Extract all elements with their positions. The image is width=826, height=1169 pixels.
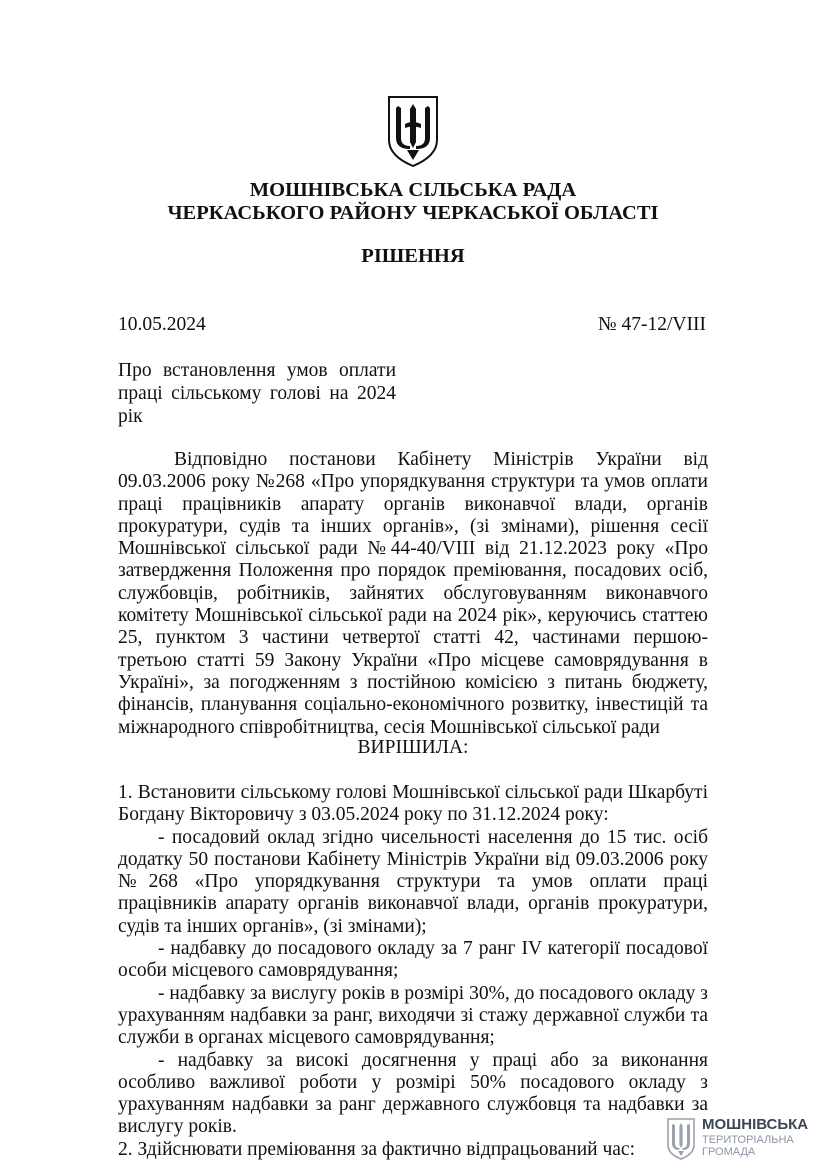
tryzub-coat-of-arms-icon <box>385 94 441 168</box>
watermark-sub-line: ГРОМАДА <box>702 1146 756 1158</box>
council-region: ЧЕРКАСЬКОГО РАЙОНУ ЧЕРКАСЬКОЇ ОБЛАСТІ <box>167 202 659 224</box>
preamble-paragraph: Відповідно постанови Кабінету Міністрів України від 09.03.2006 року №268 «Про упорядкування структури та умов оплати праці працівників апарату органів виконавчої влади, органів прокуратури, судів та інших органів», (зі змінами), рішення сесії Мошнівської сільської ради №44-40/VIII від 21.12.2023 року «Про затвердження Положення про порядок преміювання, посадових осіб, службовців, робітників, зайнятих обслуговуванням виконавчого комітету Мошнівської сільської ради на 2024 рік», керуючись статтею 25, пунктом 3 частини четвертої статті 42, частинами першою-третьою статті 59 Закону України «Про місцеве самоврядування в Україні», за погодженням з постійною комісією з питань бюджету, фінансів, планування соціально-економічного розвитку, інвестицій та міжнародного співробітництва, сесія Мошнівської сільської ради <box>118 449 708 738</box>
decision-bullet: - надбавку до посадового окладу за 7 ранг IV категорії посадової особи місцевого самоврядування; <box>118 938 708 982</box>
watermark-name: МОШНІВСЬКА <box>702 1116 809 1133</box>
decision-bullet: - надбавку за високі досягнення у праці або за виконання особливо важливої роботи у розмірі 50% посадового окладу з урахуванням надбавки за ранг державного службовця та надбавки за вислугу років. <box>118 1049 708 1138</box>
decision-subject: Про встановлення умов оплати праці сільському голові на 2024 рік <box>118 360 396 427</box>
tryzub-logo-icon <box>666 1117 696 1161</box>
community-watermark-logo <box>666 1117 816 1163</box>
document-type: РІШЕННЯ <box>361 245 465 267</box>
watermark-subtitle <box>702 1134 812 1158</box>
council-name: МОШНІВСЬКА СІЛЬСЬКА РАДА <box>249 179 577 201</box>
decision-item-1: 1. Встановити сільському голові Мошнівської сільської ради Шкарбуті Богдану Вікторовичу з 03.05.2024 року по 31.12.2024 року: <box>118 782 708 826</box>
decision-bullet: - посадовий оклад згідно чисельності населення до 15 тис. осіб додатку 50 постанови Кабінету Міністрів України від 09.03.2006 року №268 «Про упорядкування структури та умов оплати праці працівників апарату органів виконавчої влади, органів прокуратури, судів та інших органів», (зі змінами); <box>118 826 708 937</box>
decision-item-2: 2. Здійснювати преміювання за фактично відпрацьований час: <box>118 1138 635 1160</box>
decided-heading: ВИРІШИЛА: <box>357 737 469 758</box>
decision-date: 10.05.2024 <box>118 314 206 335</box>
watermark-sub-line: ТЕРИТОРІАЛЬНА <box>702 1134 794 1146</box>
decision-number: № 47-12/VIII <box>598 314 706 335</box>
decision-body <box>118 782 708 1161</box>
decision-bullet: - надбавку за вислугу років в розмірі 30%, до посадового окладу з урахуванням надбавки за ранг, виходячи зі стажу державної служби та служби в органах місцевого самоврядування; <box>118 982 708 1049</box>
